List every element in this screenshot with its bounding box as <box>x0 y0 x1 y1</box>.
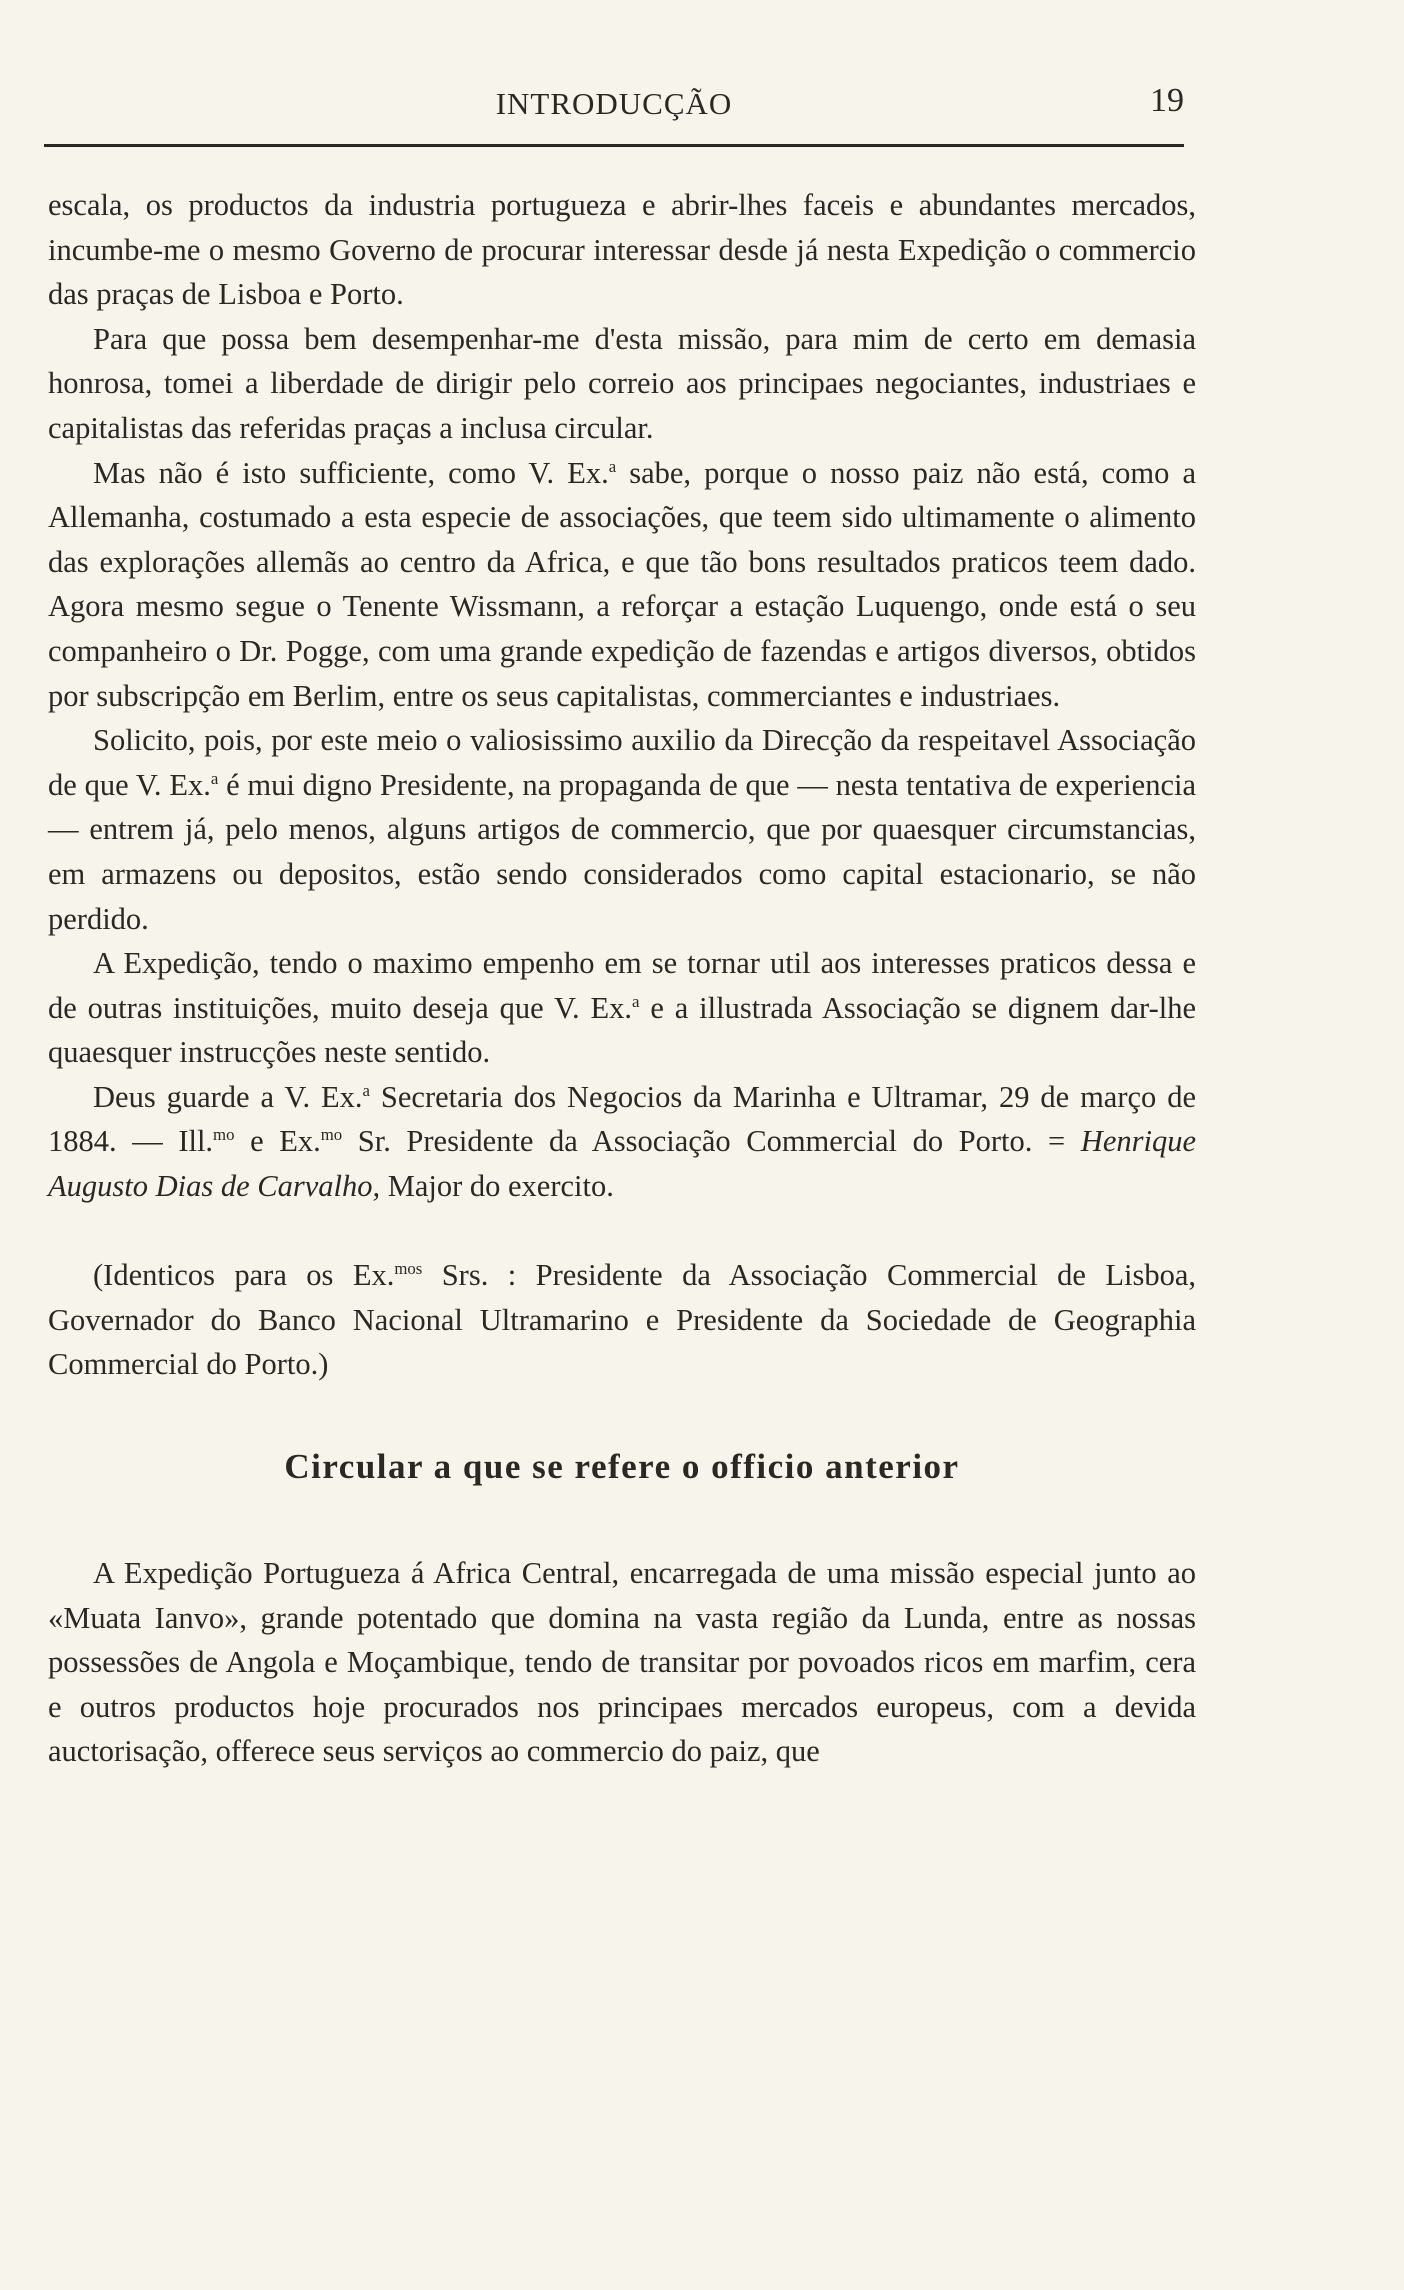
paragraph-8: A Expedição Portugueza á Africa Central, encarregada de uma missão especial junto ao «Muata Ianvo», grande potentado que domina na vasta região da Lunda, entre as nossas possessões de Angola e Moçambique, tendo de transitar por povoados ricos em marfim, cera e outros productos hoje procurados nos principaes mercados europeus, com a devida auctorisação, offerece seus serviços ao commercio do paiz, que <box>48 1556 1196 1769</box>
signature-name: Henrique Augusto Dias de Carvalho, <box>48 1124 1196 1204</box>
paragraph-4 <box>48 718 1196 941</box>
paragraph-6-text-c: e Ex. <box>234 1124 321 1159</box>
paragraph-6-text-a: Deus guarde a V. Ex. <box>93 1079 363 1114</box>
paragraph-5 <box>48 941 1196 1075</box>
section-title: Circular a que se refere o officio anterior <box>284 1447 960 1487</box>
paragraph-6-text-b: Secretaria dos Negocios da Marinha e Ultramar, 29 de março de 1884. — Ill. <box>48 1079 1196 1159</box>
page-header <box>44 80 1184 130</box>
superscript: a <box>210 768 219 788</box>
paragraph-6-text-d: Sr. Presidente da Associação Commercial do Porto. = <box>342 1124 1081 1159</box>
paragraph-4-text-a: Solicito, pois, por este meio o valiosissimo auxilio da Direcção da respeitavel Associação de que V. Ex. <box>48 723 1196 802</box>
paragraph-5-text-a: A Expedição, tendo o maximo empenho em se tornar util aos interesses praticos dessa e de outras instituições, muito deseja que V. Ex. <box>48 946 1196 1025</box>
paragraph-7 <box>48 1253 1196 1387</box>
paragraph-1: escala, os productos da industria portugueza e abrir-lhes faceis e abundantes mercados, incumbe-me o mesmo Governo de procurar interessar desde já nesta Expedição o commercio das praças de Lisboa e Porto. <box>48 188 1196 312</box>
paragraph-3-text-b: sabe, porque o nosso paiz não está, como a Allemanha, costumado a esta especie de associações, que teem sido ultimamente o alimento das explorações allemãs ao centro da Africa, e que tão bons resultados praticos teem dado. Agora mesmo segue o Tenente Wissmann, a reforçar a estação Luquengo, onde está o seu companheiro o Dr. Pogge, com uma grande expedição de fazendas e artigos diversos, obtidos por subscripção em Berlim, entre os seus capitalistas, commerciantes e industriaes. <box>48 455 1196 713</box>
superscript: mo <box>320 1125 343 1145</box>
paragraph-6 <box>48 1075 1196 1209</box>
paragraph-7-text-b: Srs. : Presidente da Associação Commercial de Lisboa, Governador do Banco Nacional Ultramarino e Presidente da Sociedade de Geographia Commercial do Porto.) <box>48 1258 1197 1382</box>
superscript: a <box>362 1080 370 1100</box>
paragraph-5-text-b: e a illustrada Associação se dignem dar-lhe quaesquer instrucções neste sentido. <box>48 990 1196 1070</box>
superscript: mo <box>213 1125 235 1145</box>
paragraph-3 <box>48 451 1196 719</box>
paragraph-4-text-b: é mui digno Presidente, na propaganda de que — nesta tentativa de experiencia — entrem já, pelo menos, alguns artigos de commercio, que por quaesquer circumstancias, em armazens ou depositos, estão sendo considerados como capital estacionario, se não perdido. <box>48 767 1196 936</box>
superscript: a <box>608 456 617 476</box>
superscript: a <box>632 991 640 1011</box>
header-rule <box>44 144 1184 147</box>
page-number: 19 <box>1150 82 1184 119</box>
running-title: INTRODUCÇÃO <box>495 86 733 121</box>
body-text <box>48 183 1196 1774</box>
paragraph-3-text-a: Mas não é isto sufficiente, como V. Ex. <box>93 455 609 490</box>
paragraph-7-text-a: (Identicos para os Ex. <box>93 1258 395 1293</box>
paragraph-6-text-e: Major do exercito. <box>380 1169 614 1204</box>
superscript: mos <box>394 1259 423 1279</box>
paragraph-2: Para que possa bem desempenhar-me d'esta missão, para mim de certo em demasia honrosa, tomei a liberdade de dirigir pelo correio aos principaes negociantes, industriaes e capitalistas das referidas praças a inclusa circular. <box>48 321 1196 445</box>
